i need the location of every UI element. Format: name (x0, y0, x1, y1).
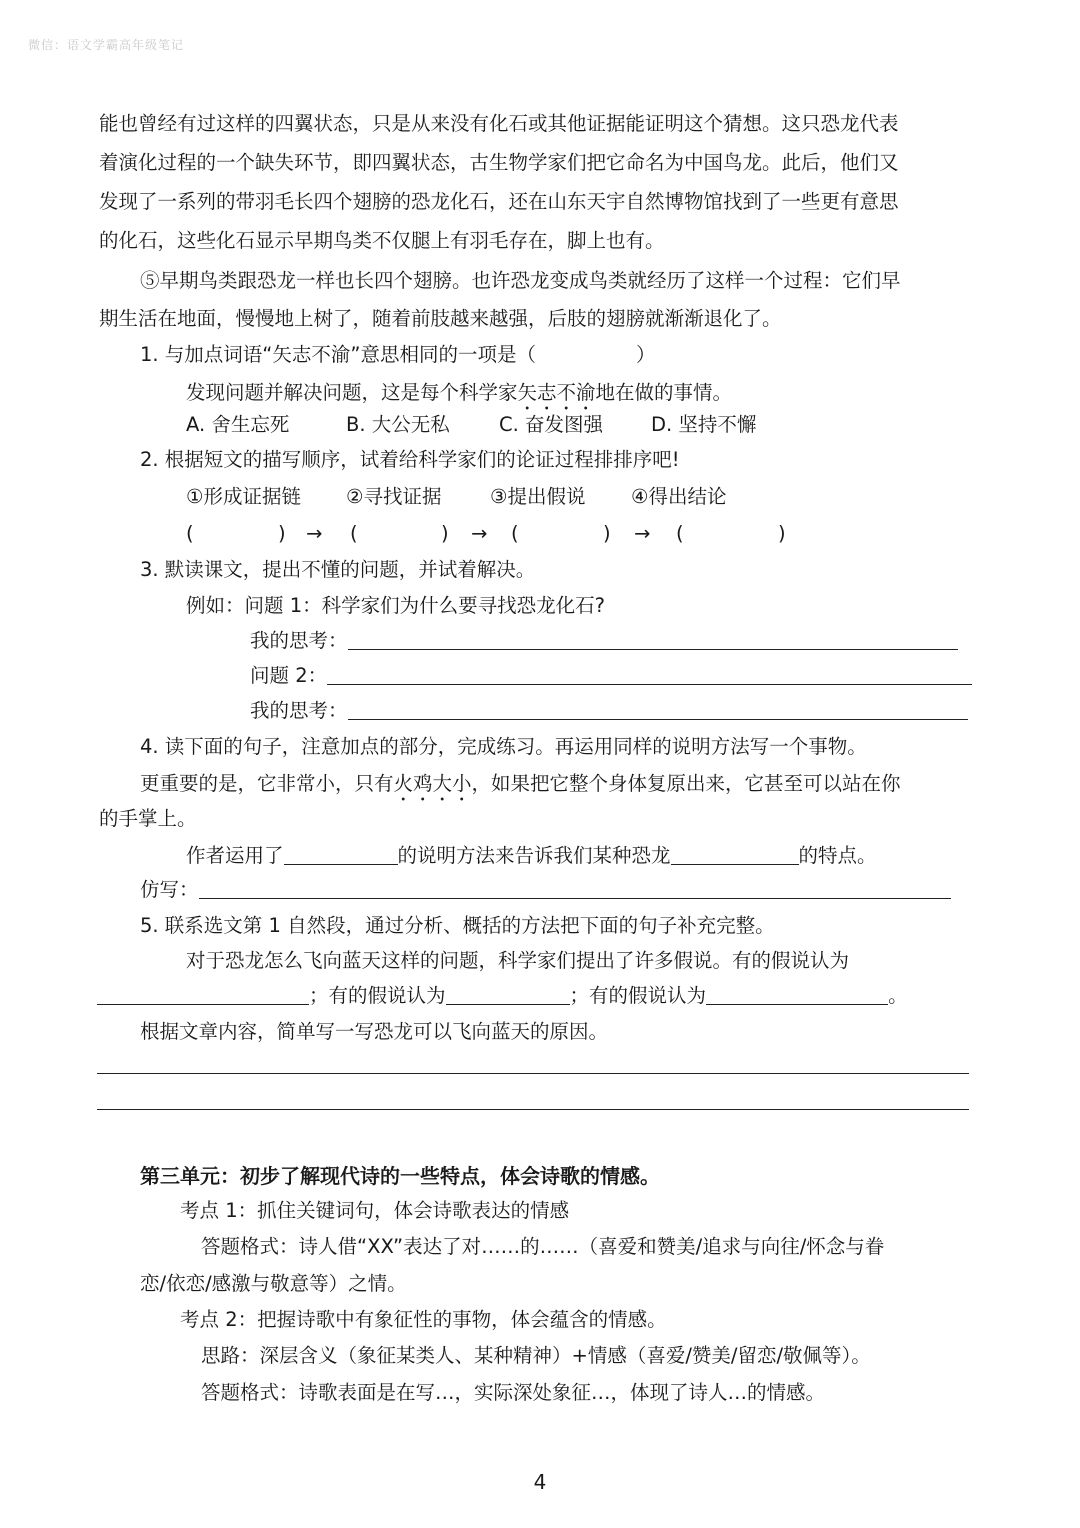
q2-item-4: ④得出结论 (631, 485, 727, 508)
passage-line-5: ⑤早期鸟类跟恐龙一样也长四个翅膀。也许恐龙变成鸟类就经历了这样一个过程：它们早 (140, 269, 901, 292)
q5-semicolon-1: ； (309, 984, 329, 1007)
q2-item-2: ②寻找证据 (346, 485, 442, 508)
page-number: 4 (533, 1470, 547, 1494)
q5-semicolon-2: ； (569, 984, 590, 1007)
unit3-kp2: 考点 2：把握诗歌中有象征性的事物，体会蕴含的情感。 (180, 1308, 667, 1331)
q1-prompt-text: 1. 与加点词语“矢志不渝”意思相同的一项是（ (140, 343, 537, 366)
q2-item-3: ③提出假说 (490, 485, 586, 508)
q4-feature-blank[interactable] (671, 844, 799, 865)
q4-sentence-c: 的手掌上。 (99, 807, 197, 830)
q1-option-c[interactable]: C. 奋发图强 (499, 413, 604, 436)
q1-prompt (140, 342, 656, 368)
q4-author-b: 的说明方法来告诉我们某种恐龙 (397, 844, 671, 867)
q5-hypothesis-3-blank[interactable] (706, 984, 888, 1005)
q2-slot-2-open[interactable]: ( (350, 522, 358, 545)
passage-line-2: 着演化过程的一个缺失环节，即四翼状态，古生物学家们把它命名为中国鸟龙。此后，他们又 (99, 151, 899, 174)
q4-dotted-phrase: 火鸡大小 (393, 772, 472, 795)
q5-hypothesis-1-blank[interactable] (97, 984, 309, 1005)
watermark: 微信：语文学霸高年级笔记 (28, 38, 185, 52)
q2-arrow-1: → (306, 522, 323, 545)
q2-slot-1-close: ) (278, 522, 286, 545)
q5-answer-line-2[interactable] (97, 1109, 969, 1110)
q1-option-b[interactable]: B. 大公无私 (346, 413, 450, 436)
q4-imitate (140, 877, 951, 903)
unit3-kp1: 考点 1：抓住关键词句，体会诗歌表达的情感 (180, 1199, 570, 1222)
q2-slot-4-open[interactable]: ( (676, 522, 684, 545)
passage-line-4: 的化石，这些化石显示早期鸟类不仅腿上有羽毛存在，脚上也有。 (99, 229, 665, 252)
q5-prompt: 5. 联系选文第 1 自然段，通过分析、概括的方法把下面的句子补充完整。 (140, 914, 775, 937)
q4-author-a: 作者运用了 (186, 844, 284, 867)
q4-sentence (140, 771, 901, 806)
q5-hypothesis-2-blank[interactable] (446, 984, 570, 1005)
q4-sentence-a: 更重要的是，它非常小，只有 (140, 772, 394, 795)
q2-arrow-3: → (634, 522, 651, 545)
q1-sentence-b: 地在做的事情。 (595, 381, 733, 404)
q5-hypothesis-2-label: 有的假说认为 (328, 984, 446, 1007)
q1-sentence-a: 发现问题并解决问题，这是每个科学家 (186, 381, 518, 404)
unit3-idea: 思路：深层含义（象征某类人、某种精神）+情感（喜爱/赞美/留恋/敬佩等）。 (201, 1344, 871, 1367)
q2-slot-1-open[interactable]: ( (186, 522, 194, 545)
unit3-format-2: 答题格式：诗歌表面是在写…，实际深处象征…，体现了诗人…的情感。 (201, 1381, 826, 1404)
q4-imitate-label: 仿写： (140, 878, 199, 901)
q2-slot-4-close: ) (778, 522, 786, 545)
q2-arrow-2: → (471, 522, 488, 545)
q1-option-a[interactable]: A. 舍生忘死 (186, 413, 290, 436)
q3-prompt: 3. 默读课文，提出不懂的问题，并试着解决。 (140, 558, 536, 581)
q4-prompt: 4. 读下面的句子，注意加点的部分，完成练习。再运用同样的说明方法写一个事物。 (140, 735, 867, 758)
q5-period: 。 (888, 984, 908, 1007)
passage-line-3: 发现了一系列的带羽毛长四个翅膀的恐龙化石，还在山东天宇自然博物馆找到了一些更有意思 (99, 190, 899, 213)
q3-think-1-label: 我的思考： (250, 629, 348, 652)
q4-imitate-blank[interactable] (199, 878, 951, 899)
q2-prompt: 2. 根据短文的描写顺序，试着给科学家们的论证过程排排序吧! (140, 448, 680, 471)
q2-slot-3-close: ) (603, 522, 611, 545)
q3-question-2-blank[interactable] (327, 664, 972, 685)
unit3-heading: 第三单元：初步了解现代诗的一些特点，体会诗歌的情感。 (140, 1164, 660, 1188)
q4-author-line (186, 843, 877, 869)
q2-item-1: ①形成证据链 (186, 485, 301, 508)
q5-hypotheses (97, 983, 908, 1009)
unit3-format-1a: 答题格式：诗人借“XX”表达了对……的……（喜爱和赞美/追求与向往/怀念与眷 (201, 1235, 885, 1258)
q4-author-c: 的特点。 (798, 844, 877, 867)
q1-sentence (186, 380, 732, 415)
q3-question-2 (250, 663, 972, 689)
q2-slot-2-close: ) (441, 522, 449, 545)
q5-answer-line-1[interactable] (97, 1073, 969, 1074)
passage-line-6: 期生活在地面，慢慢地上树了，随着前肢越来越强，后肢的翅膀就渐渐退化了。 (99, 307, 782, 330)
unit3-format-1b: 恋/依恋/感激与敬意等）之情。 (140, 1272, 407, 1295)
q3-think-2-label: 我的思考： (250, 699, 348, 722)
q1-close-paren: ） (636, 343, 656, 366)
q5-reason-prompt: 根据文章内容，简单写一写恐龙可以飞向蓝天的原因。 (140, 1020, 609, 1043)
q1-option-d[interactable]: D. 坚持不懈 (651, 413, 757, 436)
q3-think-1-blank[interactable] (348, 629, 958, 650)
passage-line-1: 能也曾经有过这样的四翼状态，只是从来没有化石或其他证据能证明这个猜想。这只恐龙代表 (99, 112, 899, 135)
q3-think-2 (250, 698, 968, 724)
q3-think-2-blank[interactable] (348, 699, 968, 720)
q3-think-1 (250, 628, 958, 654)
q3-example: 例如：问题 1：科学家们为什么要寻找恐龙化石? (186, 594, 605, 617)
q5-line-1: 对于恐龙怎么飞向蓝天这样的问题，科学家们提出了许多假说。有的假说认为 (186, 949, 850, 972)
q5-hypothesis-3-label: 有的假说认为 (589, 984, 707, 1007)
q4-sentence-b: ，如果把它整个身体复原出来，它甚至可以站在你 (471, 772, 901, 795)
q4-method-blank[interactable] (284, 844, 398, 865)
q3-question-2-label: 问题 2： (250, 664, 328, 687)
q1-dotted-word: 矢志不渝 (517, 381, 596, 404)
q2-slot-3-open[interactable]: ( (511, 522, 519, 545)
